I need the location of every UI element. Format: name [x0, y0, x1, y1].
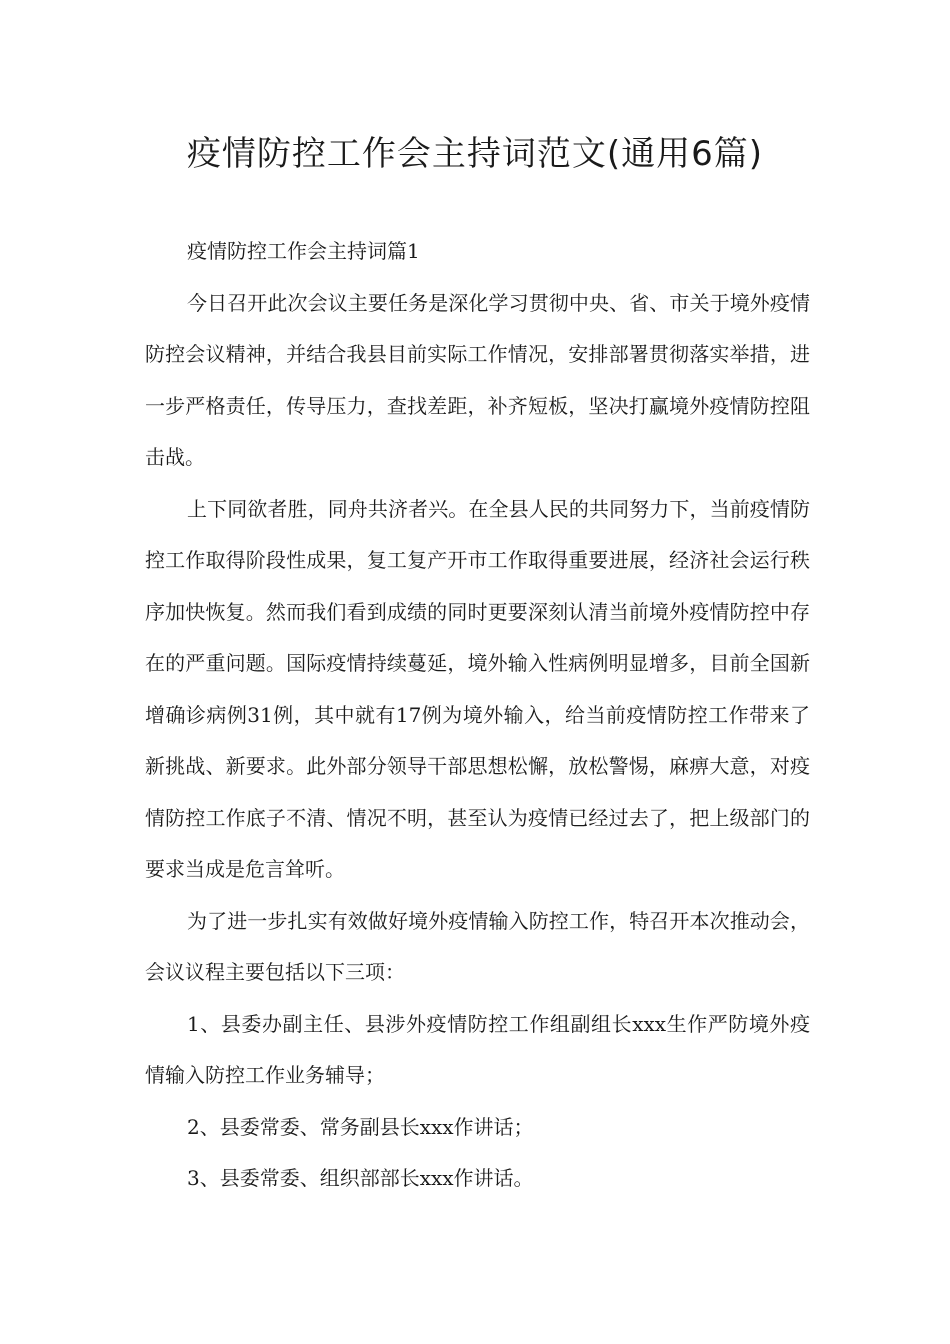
section-heading: 疫情防控工作会主持词篇1: [187, 239, 420, 263]
document-title: 疫情防控工作会主持词范文(通用6篇): [186, 134, 764, 174]
paragraph-situation: 上下同欲者胜，同舟共济者兴。在全县人民的共同努力下，当前疫情防控工作取得阶段性成果，复工复产开市工作取得重要进展，经济社会运行秩序加快恢复。然而我们看到成绩的同时更要深刻认清当前境外疫情防控中存在的严重问题。国际疫情持续蔓延，境外输入性病例明显增多，目前全国新增确诊病例31例，其中就有17例为境外输入，给当前疫情防控工作带来了新挑战、新要求。此外部分领导干部思想松懈，放松警惕，麻痹大意，对疫情防控工作底子不清、情况不明，甚至认为疫情已经过去了，把上级部门的要求当成是危言耸听。: [145, 496, 810, 881]
agenda-item-3: 3、县委常委、组织部部长xxx作讲话。: [187, 1166, 534, 1190]
agenda-item-2: 2、县委常委、常务副县长xxx作讲话；: [187, 1114, 534, 1139]
agenda-item-1: 1、县委办副主任、县涉外疫情防控工作组副组长xxx生作严防境外疫情输入防控工作业务辅导；: [145, 1011, 810, 1087]
document-body: [145, 226, 810, 1205]
paragraph-intro: 今日召开此次会议主要任务是深化学习贯彻中央、省、市关于境外疫情防控会议精神，并结合我县目前实际工作情况，安排部署贯彻落实举措，进一步严格责任，传导压力，查找差距，补齐短板，坚决打赢境外疫情防控阻击战。: [145, 290, 810, 469]
paragraph-agenda-intro: 为了进一步扎实有效做好境外疫情输入防控工作，特召开本次推动会，会议议程主要包括以下三项：: [145, 908, 810, 984]
